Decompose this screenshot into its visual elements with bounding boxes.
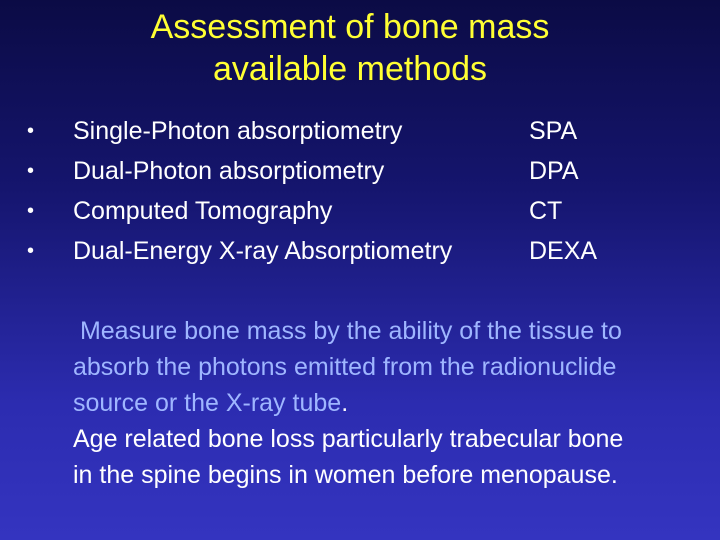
- bullet-icon: •: [27, 120, 35, 142]
- bullet-icon: •: [27, 200, 35, 222]
- method-row-spa: [0, 111, 720, 151]
- method-abbreviation: SPA: [529, 117, 578, 145]
- method-row-dpa: [0, 151, 720, 191]
- bullet-icon: •: [27, 160, 35, 182]
- method-abbreviation: DEXA: [529, 237, 598, 265]
- paragraph-measurement-line-3-text: source or the X-ray tube: [73, 389, 342, 417]
- paragraph-measurement-line-3: [73, 385, 713, 421]
- methods-list: [0, 111, 720, 271]
- method-name: Computed Tomography: [73, 197, 333, 225]
- method-abbreviation: DPA: [529, 157, 579, 185]
- method-row-dexa: [0, 231, 720, 271]
- method-name: Single-Photon absorptiometry: [73, 117, 403, 145]
- paragraph-measurement-line-1: Measure bone mass by the ability of the tissue to: [73, 317, 622, 345]
- slide-title-line-1: Assessment of bone mass: [150, 8, 550, 46]
- paragraph-bone-loss: [73, 421, 713, 493]
- paragraph-bone-loss-line-1: Age related bone loss particularly trabecular bone: [73, 425, 624, 453]
- method-name: Dual-Energy X-ray Absorptiometry: [73, 237, 453, 265]
- paragraph-measurement-period: .: [341, 389, 349, 417]
- method-row-ct: [0, 191, 720, 231]
- paragraph-bone-loss-line-2: in the spine begins in women before menopause.: [73, 461, 618, 489]
- paragraph-measurement: [73, 313, 713, 421]
- paragraph-measurement-line-2: absorb the photons emitted from the radionuclide: [73, 353, 617, 381]
- slide-title-line-2: available methods: [212, 50, 488, 88]
- slide-title: [0, 6, 700, 90]
- bullet-icon: •: [27, 240, 35, 262]
- description-text: [73, 313, 713, 493]
- method-name: Dual-Photon absorptiometry: [73, 157, 385, 185]
- method-abbreviation: CT: [529, 197, 563, 225]
